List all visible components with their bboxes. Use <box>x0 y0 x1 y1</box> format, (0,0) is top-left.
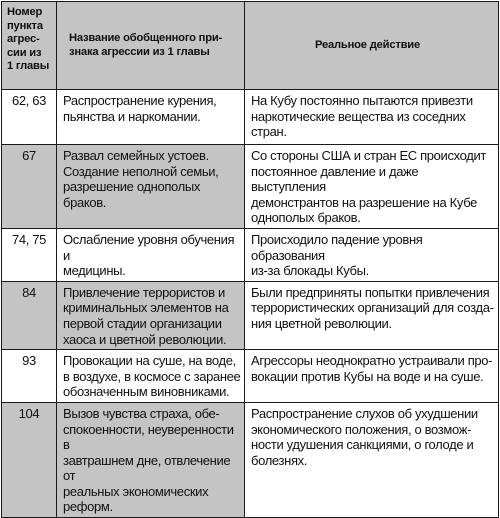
table-row <box>2 281 499 349</box>
row-real-action: Происходило падение уровня образования из-за блокады Кубы. <box>245 228 499 281</box>
header-number: Номер пункта агрес- сии из 1 главы <box>2 2 57 90</box>
row-sign: Вызов чувства страха, обе- спокоенности, неуверенности в завтрашнем дне, отвлечение от реальных экономических реформ. <box>57 402 245 517</box>
table-row <box>2 350 499 403</box>
row-real-action: На Кубу постоянно пытаются привезти наркотические вещества из соседних стран. <box>245 90 499 145</box>
row-real-action: Агрессоры неоднократно устраивали про- вокации против Кубы на воде и на суше. <box>245 350 499 403</box>
aggression-comparison-table <box>1 1 499 518</box>
table-row <box>2 228 499 281</box>
row-number: 104 <box>2 402 57 517</box>
table-row <box>2 145 499 229</box>
row-number: 74, 75 <box>2 228 57 281</box>
header-real-action: Реальное действие <box>245 2 499 90</box>
table-header-row <box>2 2 499 90</box>
row-real-action: Были предприняты попытки привлечения террористических организаций для созда- ния цветной революции. <box>245 281 499 349</box>
row-real-action: Распространение слухов об ухудшении экономического положения, о возмож- ности удушения санкциями, о голоде и болезнях. <box>245 402 499 517</box>
row-number: 62, 63 <box>2 90 57 145</box>
row-sign: Распространение курения, пьянства и наркомании. <box>57 90 245 145</box>
table-row <box>2 90 499 145</box>
row-number: 67 <box>2 145 57 229</box>
row-sign: Ослабление уровня обучения и медицины. <box>57 228 245 281</box>
header-sign: Название обобщенного при- знака агрессии из 1 главы <box>57 2 245 90</box>
row-number: 93 <box>2 350 57 403</box>
row-real-action: Со стороны США и стран ЕС происходит постоянное давление и даже выступления демонстрантов на разрешение на Кубе однополых браков. <box>245 145 499 229</box>
row-sign: Развал семейных устоев. Создание неполной семьи, разрешение однополых браков. <box>57 145 245 229</box>
table-row <box>2 402 499 517</box>
row-sign: Провокации на суше, на воде, в воздухе, в космосе с заранее обозначенным виновниками. <box>57 350 245 403</box>
row-sign: Привлечение террористов и криминальных элементов на первой стадии организации хаоса и цветной революции. <box>57 281 245 349</box>
row-number: 84 <box>2 281 57 349</box>
